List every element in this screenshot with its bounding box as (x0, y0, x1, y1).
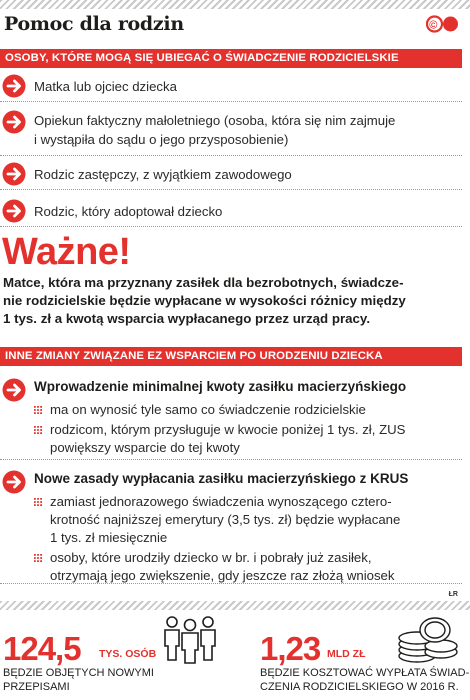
important-line: 1 tys. zł a kwotą wsparcia wypłacanego przez urząd pracy. (3, 311, 371, 326)
bullet-text: otrzymają jego zwiększenie, gdy jeszcze raz złożą wniosek (50, 568, 395, 583)
list-item-text: Rodzic zastępczy, z wyjątkiem zawodowego (34, 167, 292, 182)
change-block-title: Wprowadzenie minimalnej kwoty zasiłku macierzyńskiego (34, 379, 407, 394)
stat-description-line: CZENIA RODZICIELSKIEGO W 2016 R. (260, 681, 459, 693)
author-credit: ŁR (448, 591, 458, 598)
arrow-right-icon (2, 74, 26, 98)
logo-text: ©P (429, 19, 457, 32)
stat-unit: MLD ZŁ (327, 648, 366, 660)
bullet-text: rodzicom, którym przysługuje w kwocie poniżej 1 tys. zł, ZUS (50, 422, 406, 437)
logo-icon (426, 14, 460, 34)
bullet-text: zamiast jednorazowego świadczenia wynoszącego cztero- (50, 494, 392, 509)
stat-description-line: BĘDZIE OBJĘTYCH NOWYMI (3, 667, 154, 679)
grid-bullet-icon (34, 554, 42, 562)
page-title: Pomoc dla rodzin (4, 13, 184, 35)
stat-number: 124,5 (3, 630, 81, 667)
important-text (3, 274, 461, 328)
list-item (0, 104, 462, 156)
important-line: Matce, która ma przyznany zasiłek dla bezrobotnych, świadcze- (3, 275, 404, 290)
list-item-text: Opiekun faktyczny małoletniego (osoba, która się nim zajmuje (34, 113, 396, 128)
arrow-right-icon (2, 199, 26, 223)
list-item (0, 193, 462, 227)
bullet-text: osoby, które urodziły dziecko w br. i pobrały już zasiłek, (50, 550, 372, 565)
change-block (0, 462, 462, 584)
arrow-right-icon (2, 378, 26, 402)
grid-bullet-icon (34, 406, 42, 414)
list-item (0, 70, 462, 102)
section-heading-other-changes: INNE ZMIANY ZWIĄZANE EZ WSPARCIEM PO URODZENIU DZIECKA (0, 347, 462, 366)
stat-number: 1,23 (260, 630, 321, 667)
list-item-text: i wystąpiła do sądu o jego przysposobienie) (34, 132, 289, 147)
arrow-right-icon (2, 110, 26, 134)
bullet-text: krotność najniższej emerytury (3,5 tys. zł) będzie wypłacane (50, 512, 401, 527)
grid-bullet-icon (34, 498, 42, 506)
coins-icon (395, 616, 461, 664)
arrow-right-icon (2, 470, 26, 494)
top-hatch-divider (0, 0, 470, 9)
important-heading: Ważne! (2, 231, 131, 273)
grid-bullet-icon (34, 426, 42, 434)
bullet-text: ma on wynosić tyle samo co świadczenie rodzicielskie (50, 402, 366, 417)
stat-description (260, 666, 469, 694)
arrow-right-icon (2, 162, 26, 186)
change-block (0, 370, 462, 460)
change-block-title: Nowe zasady wypłacania zasiłku macierzyńskiego z KRUS (34, 471, 409, 486)
bottom-hatch-divider (0, 601, 470, 610)
bullet-text: 1 tys. zł miesięcznie (50, 530, 168, 545)
important-line: nie rodzicielskie będzie wypłacane w wysokości różnicy między (3, 293, 406, 308)
stat-description-line: PRZEPISAMI (3, 681, 70, 693)
people-icon (160, 612, 220, 664)
list-item (0, 158, 462, 190)
stat-unit: TYS. OSÓB (99, 648, 157, 660)
bullet-text: powiększy wsparcie do tej kwoty (50, 440, 240, 455)
stat-description-line: BĘDZIE KOSZTOWAĆ WYPŁATA ŚWIAD- (260, 667, 470, 679)
stat-description (3, 666, 154, 694)
list-item-text: Rodzic, który adoptował dziecko (34, 204, 223, 219)
list-item-text: Matka lub ojciec dziecka (34, 79, 177, 94)
section-heading-eligible: OSOBY, KTÓRE MOGĄ SIĘ UBIEGAĆ O ŚWIADCZENIE RODZICIELSKIE (0, 49, 462, 68)
